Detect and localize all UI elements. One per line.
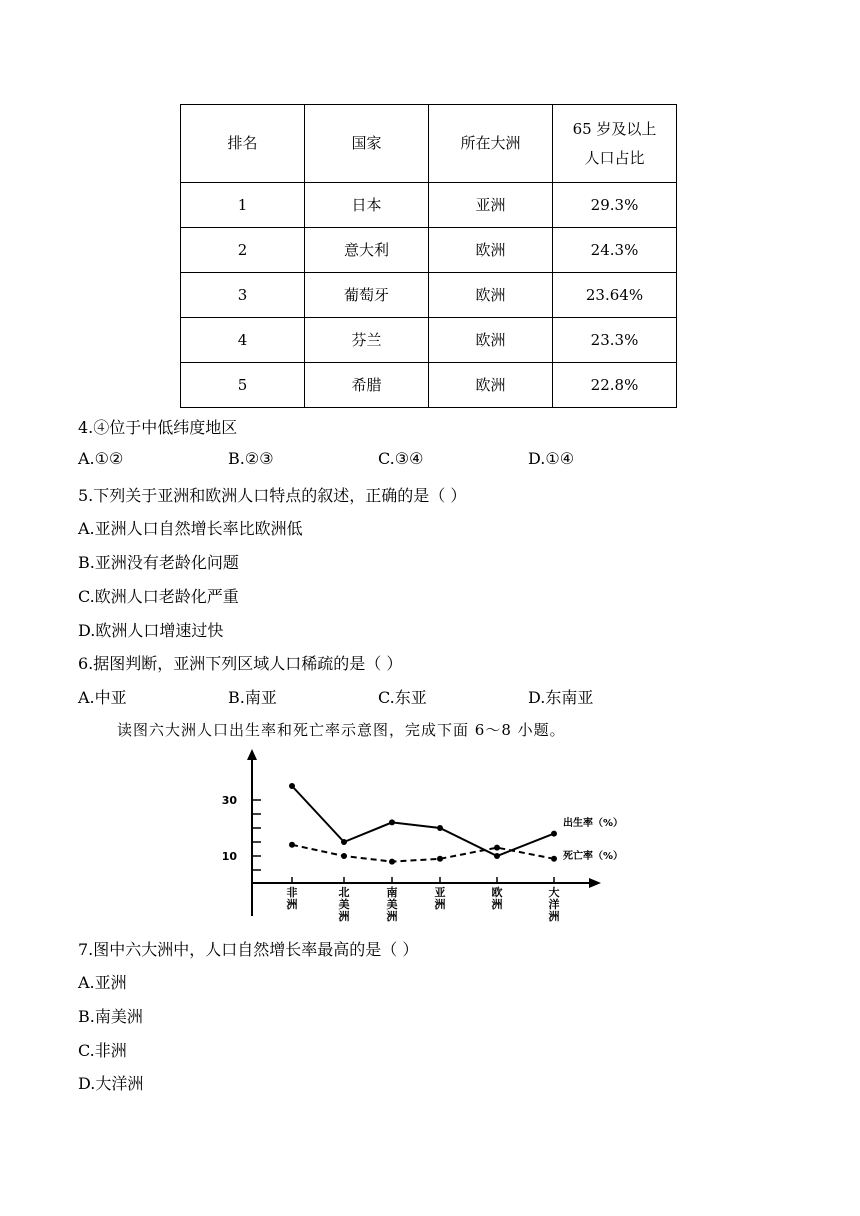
birth-rate-line	[292, 786, 554, 856]
header-aged-share-line2: 人口占比	[584, 148, 645, 167]
header-rank: 排名	[181, 105, 305, 183]
cell-country: 芬兰	[305, 318, 429, 363]
birth-rate-point	[289, 783, 295, 789]
cell-rank: 5	[181, 363, 305, 408]
death-rate-point	[289, 842, 295, 848]
cell-share: 23.3%	[553, 318, 677, 363]
cell-country: 意大利	[305, 228, 429, 273]
legend-birth-rate: 出生率（%）	[563, 818, 624, 829]
cell-share: 23.64%	[553, 273, 677, 318]
q4-stem: 4.④位于中低纬度地区	[78, 418, 238, 437]
table-row	[181, 228, 677, 273]
x-tick-label: 北美洲	[338, 886, 350, 923]
cell-share: 22.8%	[553, 363, 677, 408]
q5-stem: 5.下列关于亚洲和欧洲人口特点的叙述，正确的是（ ）	[78, 486, 467, 505]
cell-share: 24.3%	[553, 228, 677, 273]
q7-stem: 7.图中六大洲中，人口自然增长率最高的是（ ）	[78, 940, 419, 959]
x-tick-label: 亚洲	[434, 886, 446, 911]
header-aged-share	[553, 105, 677, 183]
table-row	[181, 318, 677, 363]
table-row	[181, 183, 677, 228]
header-continent: 所在大洲	[429, 105, 553, 183]
cell-rank: 1	[181, 183, 305, 228]
x-tick-label: 非洲	[286, 886, 298, 911]
cell-continent: 欧洲	[429, 318, 553, 363]
q7-option-d: D.大洋洲	[78, 1074, 144, 1093]
death-rate-point	[551, 856, 557, 862]
q7-option-a: A.亚洲	[78, 973, 127, 992]
q4-option-b: B.②③	[228, 449, 274, 468]
cell-continent: 欧洲	[429, 273, 553, 318]
q7-option-b: B.南美洲	[78, 1007, 143, 1026]
q7-option-c: C.非洲	[78, 1041, 127, 1060]
q6-option-d: D.东南亚	[528, 688, 594, 707]
population-aging-table	[180, 104, 677, 408]
x-axis-arrow	[589, 878, 601, 888]
x-tick-label: 大洋洲	[548, 886, 560, 923]
birth-rate-point	[389, 819, 395, 825]
birth-rate-point	[494, 853, 500, 859]
death-rate-point	[341, 853, 347, 859]
birth-rate-point	[437, 825, 443, 831]
q6-option-a: A.中亚	[78, 688, 127, 707]
chart-intro: 读图六大洲人口出生率和死亡率示意图，完成下面 6～8 小题。	[117, 721, 566, 739]
chart-series	[289, 783, 557, 865]
cell-share: 29.3%	[553, 183, 677, 228]
q4-option-a: A.①②	[78, 449, 124, 468]
table-row	[181, 273, 677, 318]
q5-option-a: A.亚洲人口自然增长率比欧洲低	[78, 519, 303, 538]
q6-option-b: B.南亚	[228, 688, 277, 707]
q5-option-b: B.亚洲没有老龄化问题	[78, 553, 239, 572]
cell-rank: 2	[181, 228, 305, 273]
x-tick-label: 南美洲	[386, 886, 398, 923]
q4-option-d: D.①④	[528, 449, 575, 468]
cell-rank: 3	[181, 273, 305, 318]
y-tick-label: 10	[221, 850, 237, 863]
birth-rate-point	[341, 839, 347, 845]
chart-legend	[563, 816, 623, 862]
cell-continent: 欧洲	[429, 363, 553, 408]
q6-stem: 6.据图判断，亚洲下列区域人口稀疏的是（ ）	[78, 654, 403, 673]
cell-country: 希腊	[305, 363, 429, 408]
q5-option-d: D.欧洲人口增速过快	[78, 621, 224, 640]
death-rate-line	[292, 845, 554, 862]
cell-continent: 欧洲	[429, 228, 553, 273]
header-country: 国家	[305, 105, 429, 183]
y-ticks	[222, 794, 261, 870]
q6-option-c: C.东亚	[378, 688, 427, 707]
legend-death-rate: 死亡率（%）	[563, 851, 624, 862]
y-tick-label: 30	[221, 794, 237, 807]
cell-country: 日本	[305, 183, 429, 228]
cell-country: 葡萄牙	[305, 273, 429, 318]
x-tick-label: 欧洲	[491, 886, 503, 911]
y-axis-arrow	[247, 749, 257, 760]
cell-continent: 亚洲	[429, 183, 553, 228]
table-header-row	[181, 105, 677, 183]
q4-option-c: C.③④	[378, 449, 424, 468]
death-rate-point	[389, 859, 395, 865]
death-rate-point	[437, 856, 443, 862]
death-rate-point	[494, 845, 500, 851]
header-aged-share-line1: 65 岁及以上	[572, 120, 657, 138]
cell-rank: 4	[181, 318, 305, 363]
table-row	[181, 363, 677, 408]
birth-rate-point	[551, 831, 557, 837]
birth-death-rate-chart	[215, 748, 624, 923]
q5-option-c: C.欧洲人口老龄化严重	[78, 587, 239, 606]
